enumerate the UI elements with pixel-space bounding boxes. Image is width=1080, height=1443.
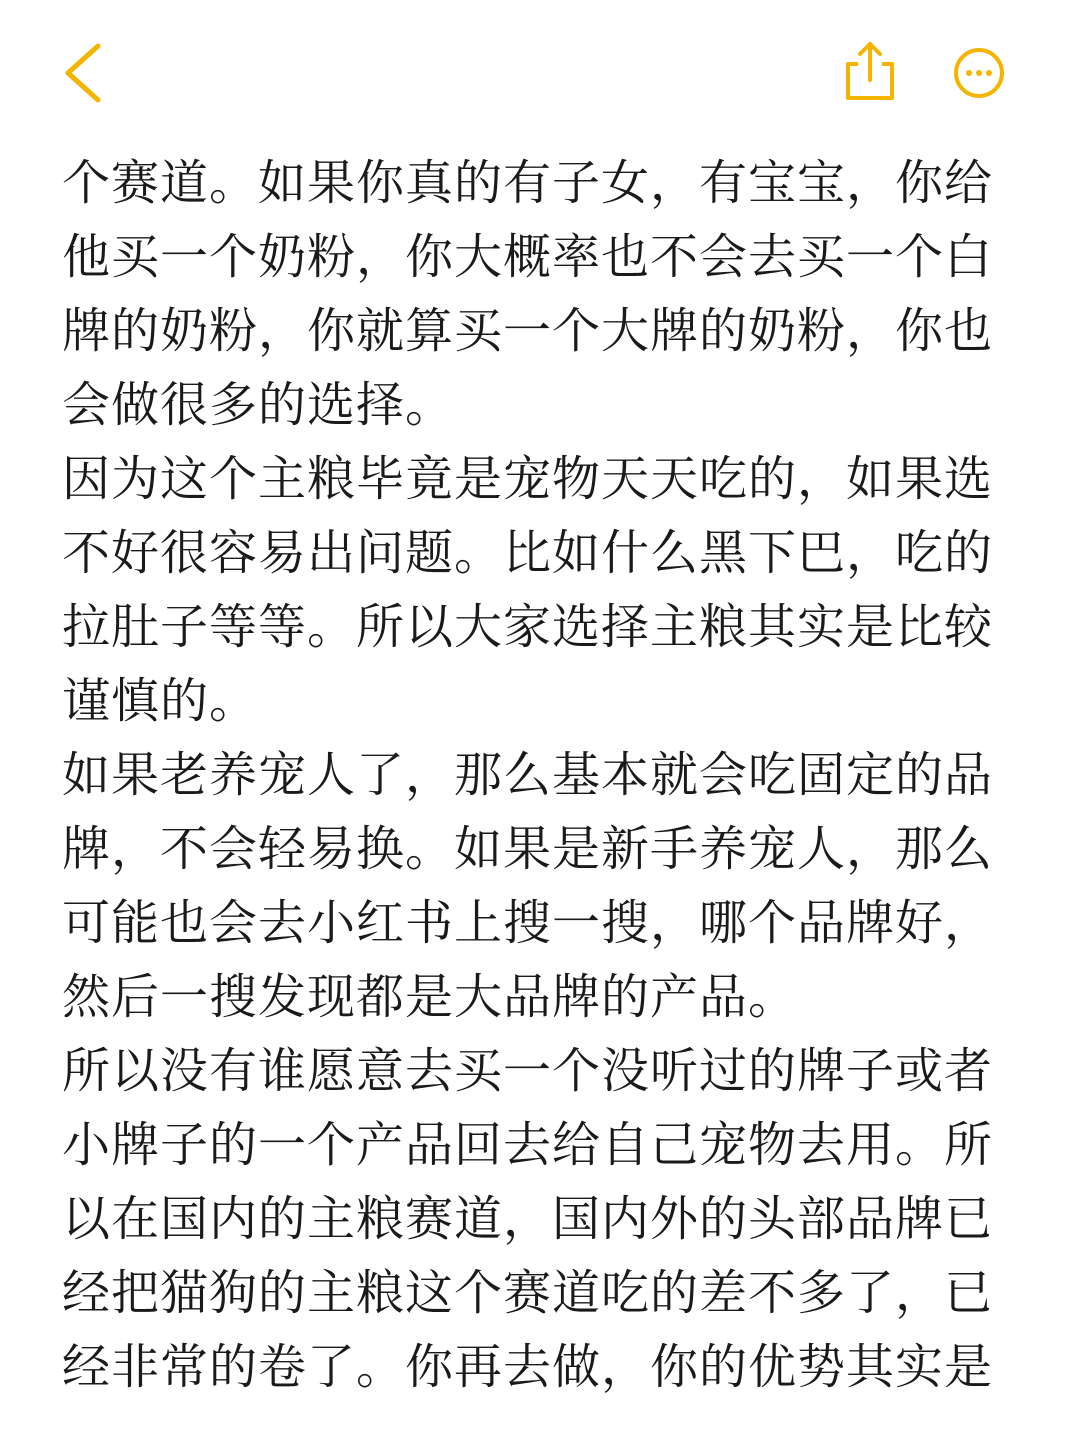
text-line: 然后一搜发现都是大品牌的产品。 (62, 969, 798, 1025)
text-line: 他买一个奶粉，你大概率也不会去买一个白 (62, 229, 994, 285)
share-button[interactable] (836, 36, 904, 108)
text-line: 个赛道。如果你真的有子女，有宝宝，你给 (62, 155, 994, 211)
text-line: 会做很多的选择。 (62, 377, 455, 433)
text-line: 经把猫狗的主粮这个赛道吃的差不多了，已 (62, 1265, 994, 1321)
share-icon (836, 36, 904, 108)
paragraph-3 (62, 738, 1002, 1034)
text-line: 谨慎的。 (62, 673, 259, 729)
text-line: 因为这个主粮毕竟是宠物天天吃的，如果选 (62, 451, 994, 507)
text-line: 牌，不会轻易换。如果是新手养宠人，那么 (62, 821, 994, 877)
paragraph-4 (62, 1034, 1002, 1404)
text-line: 牌的奶粉，你就算买一个大牌的奶粉，你也 (62, 303, 994, 359)
chevron-left-icon (54, 40, 114, 106)
paragraph-1 (62, 146, 1002, 442)
paragraph-2 (62, 442, 1002, 738)
more-horizontal-icon (944, 38, 1014, 108)
back-button[interactable] (54, 40, 114, 106)
text-line: 拉肚子等等。所以大家选择主粮其实是比较 (62, 599, 994, 655)
text-line: 以在国内的主粮赛道，国内外的头部品牌已 (62, 1191, 994, 1247)
text-line: 所以没有谁愿意去买一个没听过的牌子或者 (62, 1043, 994, 1099)
more-button[interactable] (944, 38, 1014, 108)
text-line: 如果老养宠人了，那么基本就会吃固定的品 (62, 747, 994, 803)
text-line: 经非常的卷了。你再去做，你的优势其实是 (62, 1339, 994, 1395)
text-line: 不好很容易出问题。比如什么黑下巴，吃的 (62, 525, 994, 581)
text-line: 小牌子的一个产品回去给自己宠物去用。所 (62, 1117, 994, 1173)
text-line: 可能也会去小红书上搜一搜，哪个品牌好， (62, 895, 994, 951)
top-bar (0, 0, 1080, 140)
article-body (62, 146, 1002, 1404)
